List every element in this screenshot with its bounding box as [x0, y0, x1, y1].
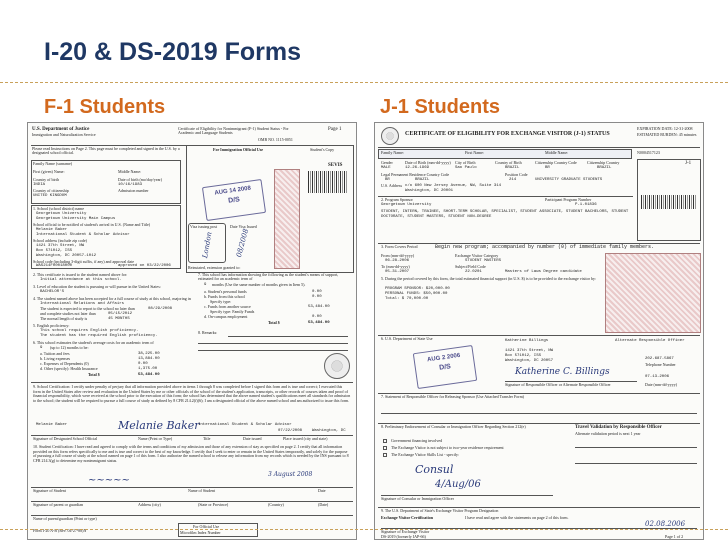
i20-item4-months: 45 MONTHS — [108, 317, 130, 321]
ds2019-gov-funding: Government financing involved — [391, 438, 443, 443]
fund-total-value: 53,484.00 — [308, 321, 330, 325]
i20-landing-label: Visa issuing post — [190, 224, 218, 229]
ds2019-city-birth-label: City of Birth — [455, 160, 476, 165]
i20-item3-value: BACHELOR'S — [40, 290, 65, 294]
i20-handwritten-place: London — [201, 231, 214, 259]
ds2019-not-subject: The Exchange Visitor is not subject to two-year residence requirement — [391, 445, 504, 450]
i20-agency: U.S. Department of Justice — [32, 127, 90, 132]
i20-school-label: 1. School (school district) name — [33, 206, 84, 211]
ds2019-cert-title: CERTIFICATE OF ELIGIBILITY FOR EXCHANGE VISITOR (J-1) STATUS — [405, 131, 610, 137]
ds2019-country-birth: BRAZIL — [505, 166, 520, 170]
ds2019-rule — [378, 147, 700, 148]
ds2019-position-label: Position Code — [505, 172, 528, 177]
ds2019-ro-date-label: Date (mm-dd-yyyy) — [645, 382, 678, 387]
fund-row-label: Specify type: — [210, 299, 232, 304]
i20-official-use: For Official Use — [193, 524, 220, 529]
ds2019-program-number: P-1-01836 — [575, 203, 597, 207]
i20-item6-term: 9 — [40, 346, 43, 350]
ds2019-ro-title: Alternate Responsible Officer — [615, 339, 685, 343]
ds2019-item2-label: 2. Program Sponsor — [381, 197, 413, 202]
ds2019-travel-note: Alternate validation period is next 1 year — [575, 431, 641, 436]
i20-dso-place-label: Place issued (city and state) — [283, 436, 328, 441]
funding-line: Total: $ 70,000.00 — [385, 297, 429, 301]
cost-total-label: Total $ — [88, 372, 100, 377]
i20-date-label: Date — [318, 488, 326, 493]
ds2019-item9-label: 9. The U.S. Department of State's Exchange Visitor Program Designation — [381, 508, 499, 513]
ds2019-skills-list: The Exchange Visitor Skills List - specify: — [391, 452, 460, 457]
ds2019-from: 06-28-2006 — [385, 259, 410, 263]
cost-row-value: 1,375.00 — [138, 367, 158, 371]
ds2019-program-desc: STUDENT, INTERN, TRAINEE, SHORT-TERM SCHOLAR, SPECIALIST, STUDENT ASSOCIATE, STUDENT BACHELORS, STUDENT DOCTORATE, STUDENT MASTERS, STUDENT NON-DEGREE — [381, 210, 629, 219]
i20-student-sig-label: Signature of Student — [33, 488, 66, 493]
i20-parent-name-label: Name of parent/guardian (Print or type) — [33, 516, 97, 521]
i20-item5: 5. English proficiency: — [33, 323, 70, 328]
i20-dso-name: Melanie Baker — [36, 423, 68, 427]
i20-item6-months: (up to 12) months to be: — [50, 345, 89, 350]
ds2019-subject-label: Subject/Field Code — [455, 264, 486, 269]
funding-line: PERSONAL FUNDS: $50,000.00 — [385, 292, 448, 296]
i20-official-label: School official to be notified of student's arrival in U.S. (Name and Title) — [33, 222, 151, 227]
i20-item5-value2: The student has the required English proficiency. — [40, 334, 158, 338]
i20-dob: 10/16/1983 — [118, 183, 143, 187]
i20-approved-on: approved on 03/22/2006 — [118, 264, 171, 268]
ds2019-barcode — [641, 195, 697, 209]
fund-row-label: Specify type: Family Funds — [210, 309, 255, 314]
ds2019-entry-stamp: AUG 2 2006 D/S — [413, 345, 477, 389]
ds2019-us-address2: Washington, DC 20001 — [405, 189, 454, 193]
ds2019-item10-text: I have read and agree with the statements on page 2 of this form. — [465, 515, 569, 520]
i20-microfilm: Microfilm Index Number — [180, 530, 221, 535]
ds2019-item3-label: 3. Form Covers Period — [381, 244, 418, 249]
ds2019-category: STUDENT MASTERS — [465, 259, 502, 263]
ds2019-item8-label: 8. Preliminary Endorsement of Consular or Immigration Officer Regarding Section 212(e) — [381, 424, 526, 429]
ds2019-form-id: DS-2019 (formerly IAP-66) — [381, 534, 426, 539]
ds2019-burden: ESTIMATED BURDEN: 45 minutes — [637, 132, 697, 137]
i20-item4-normal: The normal length of study is — [40, 316, 88, 321]
i20-item2-value: Initial attendance at this school. — [40, 278, 122, 282]
ds2019-handwritten-ev-date: 02.08.2006 — [645, 520, 686, 528]
i20-school-code-label: School code (including 3-digit suffix, if any) and approval date — [33, 259, 135, 264]
i20-address-line3: Washington, DC 20057-1012 — [36, 254, 97, 258]
i20-item9: 9. School Certification: I certify under penalty of perjury that all information provided above in items 1 through 8 was completed before I signed this form and is true and correct; I executed this form in the United States after review and evaluation in the United States by me or other officials of the school of the student's application, transcripts, or other records of courses taken and proof of financial responsibility, which were received at the school prior to the execution of this form; the school has determined that the above named student's qualifications meet all standards for admission to the school; the student will be required to pursue a full course of study as defined by 8 CFR 214.2(f)(6); I am a designated official of the above named school and am authorized to issue this form. — [33, 384, 351, 403]
ds2019-city-birth: Sao Paulo — [455, 166, 477, 170]
ds2019-item3-text: Begin new program; accompanied by number (0) of immediate family members. — [435, 244, 655, 250]
ds2019-ev-sig-label: Signature of Exchange Visitor — [381, 529, 430, 534]
i20-country-birth-label: Country of birth — [33, 177, 59, 182]
title-divider — [0, 82, 728, 83]
i20-parent-date-label: (Date) — [318, 502, 329, 507]
i20-address-line2: Box 571012, ISS — [36, 249, 73, 253]
fund-row-label: a. Student's personal funds — [204, 289, 247, 294]
i20-admission-label: Admission number — [118, 188, 149, 193]
i20-remarks: 8. Remarks: — [198, 330, 218, 335]
i20-parent-sig-label: Signature of parent or guardian — [33, 502, 83, 507]
ds2019-ro-address1: 1421 37th Street, NW — [505, 349, 554, 353]
i20-item7-term: 9 — [204, 283, 207, 287]
i20-item4: 4. The student named above has been accepted for a full course of study at this school, majoring in — [33, 296, 191, 301]
ds2019-from-label: From (mm-dd-yyyy) — [381, 253, 415, 258]
ds2019-category-label: Exchange Visitor Category — [455, 253, 499, 258]
i20-middle-name-label: Middle Name: — [118, 169, 142, 174]
ds2019-visa-sig-label: Signature of Consular or Immigration Officer — [381, 496, 454, 501]
ds2019-item10-label: Exchange Visitor Certification — [381, 515, 433, 520]
i20-country-citizen: UNITED KINGDOM — [33, 194, 67, 198]
bottom-divider — [0, 529, 728, 530]
i20-form-id: Form I-20 A-B (Rev. 04-27-88)N — [33, 528, 87, 533]
i20-dso-name-label: Name (Print or Type) — [138, 436, 173, 441]
i20-sevis-label: SEVIS — [328, 163, 343, 168]
i20-instructions: Please read Instructions on Page 2. This page must be completed and signed in the U.S. by a designated school official. — [32, 146, 180, 155]
slide-title: I-20 & DS-2019 Forms — [44, 38, 302, 66]
f1-heading: F-1 Students — [44, 96, 166, 118]
i20-dso-date-label: Date issued — [243, 436, 262, 441]
ds2019-middle-name-label: Middle Name: — [545, 150, 569, 155]
fund-row-label: b. Funds from this school — [204, 294, 245, 299]
ds2019-item5-label: 5. During the period covered by this form, the total estimated financial support (in U.S. $) is to be provided to the exchange visitor by: — [381, 276, 597, 281]
fund-row-value: 53,484.00 — [308, 305, 330, 309]
ds2019-us-address-label: U.S. Address — [381, 183, 403, 188]
ds2019-position-desc: UNIVERSITY GRADUATE STUDENTS — [535, 178, 603, 182]
i20-item7: 7. This school has information showing the following as the student's means of support, estimated for an academic term of — [198, 272, 339, 281]
cost-row-label: a. Tuition and fees — [40, 351, 70, 356]
i20-item2: 2. This certificate is issued to the student named above for: — [33, 272, 128, 277]
fund-row-label: c. Funds from another source — [204, 304, 251, 309]
i20-seal-icon — [324, 353, 350, 379]
fund-total-label: Total $ — [268, 320, 280, 325]
skills-list-checkbox — [383, 453, 387, 457]
i20-item4-report-date: 08/29/2008 — [148, 307, 173, 311]
ds2019-ro-date: 07-13-2006 — [645, 375, 670, 379]
ds2019-sponsor-name: Georgetown University — [381, 203, 432, 207]
i20-school-name: Georgetown University — [36, 212, 87, 216]
cost-row-label: c. Expenses of Dependents (0) — [40, 361, 89, 366]
i20-item3: 3. Level of education the student is pursuing or will pursue in the United States: — [33, 284, 161, 289]
i20-remarks-line — [198, 350, 348, 351]
ds2019-citizen-country-label: Citizenship Country — [587, 160, 620, 165]
ds2019-ro-address3: Washington, DC 20057 — [505, 359, 554, 363]
i20-school-code: WAS214F00018000 — [36, 264, 73, 268]
ds2019-travel-line — [575, 447, 697, 448]
ds2019-state-seal-icon — [381, 127, 399, 145]
i20-address-label: School address (include zip code) — [33, 238, 87, 243]
i20-item4-complete: and complete studies not later than — [40, 311, 96, 316]
ds2019-dob: 12-26-1969 — [405, 166, 430, 170]
cost-row-value: 13,884.00 — [138, 357, 160, 361]
i20-parent-address-label: Address (city) — [138, 502, 161, 507]
i20-item6: 6. This school estimates the student's average costs for an academic term of — [33, 340, 154, 345]
cost-row-value: 38,225.00 — [138, 352, 160, 356]
i20-item4-report: The student is expected to report to the school no later than — [40, 306, 135, 311]
i20-country-birth: INDIA — [33, 183, 46, 187]
ds2019-item7-label: 7. Statement of Responsible Officer for Releasing Sponsor (Use Attached Transfer Form) — [381, 394, 525, 399]
i20-item4-major: International Relations and Affairs — [40, 302, 125, 306]
ds2019-perm-res-label: Legal Permanent Residence Country Code — [381, 172, 450, 177]
ds2019-ro-phone: 202-687-5867 — [645, 357, 674, 361]
i20-page: Page 1 — [328, 127, 342, 132]
ds2019-omb: EXPIRATION DATE: 12-31-2008 — [637, 126, 693, 131]
ds2019-citizen-country: BRAZIL — [597, 166, 612, 170]
ds2019-family-name-label: Family Name: — [381, 150, 404, 155]
i20-country-citizen-label: Country of citizenship — [33, 188, 69, 193]
ds2019-page-code: J-1 — [685, 161, 692, 166]
i20-visa-date-label: Date Visa Issued — [230, 224, 257, 229]
i20-official-name: Melanie Baker — [36, 228, 68, 232]
j1-heading: J-1 Students — [380, 96, 501, 118]
i20-student-name-label: Name of Student — [188, 488, 216, 493]
ds2019-ro-name: Katherine Billings — [505, 339, 549, 343]
ds2019-position: 214 — [509, 178, 517, 182]
ds2019-first-name-label: First Name: — [465, 150, 484, 155]
gov-funding-checkbox — [383, 439, 387, 443]
ds2019-ro-sig-label: Signature of Responsible Officer or Alternate Responsible Officer — [505, 382, 611, 387]
i20-form-image — [27, 122, 357, 540]
i20-dso-title-label: Title — [203, 436, 211, 441]
ds2019-handwritten-consul-date: 4/Aug/06 — [435, 479, 481, 490]
ds2019-gender-label: Gender — [381, 160, 393, 165]
i20-student-signature: ~~~~~ — [88, 475, 130, 486]
ds2019-to-label: To (mm-dd-yyyy) — [381, 264, 410, 269]
ds2019-to: 05-31-2007 — [385, 270, 410, 274]
i20-dso-title: International Student & Scholar Advisor — [198, 423, 292, 427]
i20-item5-value: This school requires English proficiency. — [40, 329, 139, 333]
i20-barcode — [308, 171, 348, 193]
i20-school-campus: Georgetown University Main Campus — [36, 217, 116, 221]
ds2019-dob-label: Date of Birth (mm-dd-yyyy) — [405, 160, 451, 165]
not-subject-checkbox — [383, 446, 387, 450]
i20-handwritten-sign-date: 3 August 2008 — [268, 471, 313, 478]
i20-dso-sig-label: Signature of Designated School Official — [33, 436, 98, 441]
i20-remarks-line — [228, 336, 348, 337]
i20-reinstated: Reinstated, extension granted to: — [188, 265, 241, 270]
ds2019-subject-desc: Masters of Laws Degree candidate — [505, 270, 582, 274]
ds2019-ro-phone-label: Telephone Number — [645, 362, 676, 367]
ds2019-form-image — [374, 122, 704, 540]
i20-ins-header: For Immigration Official Use — [213, 147, 264, 152]
cost-total-value: 53,484.00 — [138, 373, 160, 377]
ds2019-rule — [378, 196, 633, 197]
ds2019-travel-line — [575, 463, 697, 464]
i20-cert-title: Certificate of Eligibility for Nonimmigrant (F-1) Student Status - For Academic and Language Students — [178, 126, 289, 135]
fund-row-value: 0.00 — [312, 295, 322, 299]
fund-row-label: d. On-campus employment — [204, 314, 248, 319]
ds2019-handwritten-consul: Consul — [415, 463, 454, 476]
ds2019-travel-label: Travel Validation by Responsible Officer — [575, 425, 662, 430]
i20-item10: 10. Student Certification: I have read and agreed to comply with the terms and conditions of my admission and those of any extension of stay as specified on page 2. I certify that all information provided on this form refers specifically to me and is true and correct to the best of my knowledge. I certify that I seek to enter or remain in the United States temporarily, and solely for the purpose of pursuing a full course of study at the school named on page 1 of this form. I also authorize the named school to release any information from my records which is needed by the INS pursuant to 8 CFR 214.3(g) to determine my nonimmigrant status. — [33, 444, 349, 463]
ds2019-citizen-code: BR — [545, 166, 550, 170]
i20-student-copy: Student's Copy — [310, 147, 335, 152]
i20-rule — [31, 382, 353, 383]
ds2019-ro-address2: Box 571012, ISS — [505, 354, 542, 358]
i20-handwritten-date: 08/2008 — [234, 227, 251, 259]
ds2019-citizen-code-label: Citizenship Country Code — [535, 160, 577, 165]
i20-first-name-label: First (given) Name: — [33, 169, 65, 174]
ds2019-name-row — [378, 149, 632, 159]
i20-address-line1: 1421 37th Street, NW — [36, 244, 85, 248]
i20-parent-country-label: (Country) — [268, 502, 284, 507]
i20-dso-place: Washington, DC — [312, 429, 346, 433]
i20-family-name-label: Family Name (surname) — [33, 161, 73, 166]
ds2019-perm-res-country: BRAZIL — [415, 178, 430, 182]
ds2019-subject-code: 22.0201 — [465, 270, 482, 274]
i20-item7-months: months (Use the same number of months given in Item 5). — [212, 282, 306, 287]
i20-omb: OMB NO. 1115-0051 — [258, 137, 293, 142]
funding-line: PROGRAM SPONSOR: $20,000.00 — [385, 287, 450, 291]
ds2019-signature-line — [381, 413, 697, 414]
ds2019-item6-label: 6. U.S. Department of State Use — [381, 336, 433, 341]
ds2019-page-count: Page 1 of 2 — [665, 534, 684, 539]
fund-row-value: 0.00 — [312, 290, 322, 294]
i20-item4-complete-date: 05/15/2012 — [108, 312, 133, 316]
i20-dso-date: 07/22/2008 — [278, 429, 303, 433]
i20-official-title: International Student & Scholar Advisor — [36, 233, 130, 237]
i20-parent-state-label: (State or Province) — [198, 502, 229, 507]
ds2019-handwritten-sign: Katherine C. Billings — [515, 367, 610, 377]
ds2019-country-birth-label: Country of Birth — [495, 160, 522, 165]
ds2019-program-label: Participant Program Number — [545, 197, 592, 202]
i20-dob-label: Date of birth (mo/day/year) — [118, 177, 163, 182]
ds2019-visa-foil — [605, 253, 701, 333]
i20-dso-signature: Melanie Baker — [118, 419, 200, 432]
ds2019-perm-res-code: BR — [385, 178, 390, 182]
fund-row-value: 0.00 — [312, 315, 322, 319]
ds2019-sevis-id: N0004517123 — [637, 150, 660, 155]
i20-remarks-line — [198, 343, 348, 344]
cost-row-value: 0.00 — [138, 362, 148, 366]
cost-row-label: d. Other (specify): Health Insurance — [40, 366, 98, 371]
ds2019-us-address1: c/o 600 New Jersey Avenue, NW, Suite 314 — [405, 184, 502, 188]
i20-visa-foil — [274, 169, 300, 269]
ds2019-gender: MALE — [381, 166, 391, 170]
i20-entry-stamp: AUG 14 2008 D/S — [202, 179, 266, 221]
i20-service: Immigration and Naturalization Service — [32, 132, 96, 137]
cost-row-label: b. Living expenses — [40, 356, 71, 361]
